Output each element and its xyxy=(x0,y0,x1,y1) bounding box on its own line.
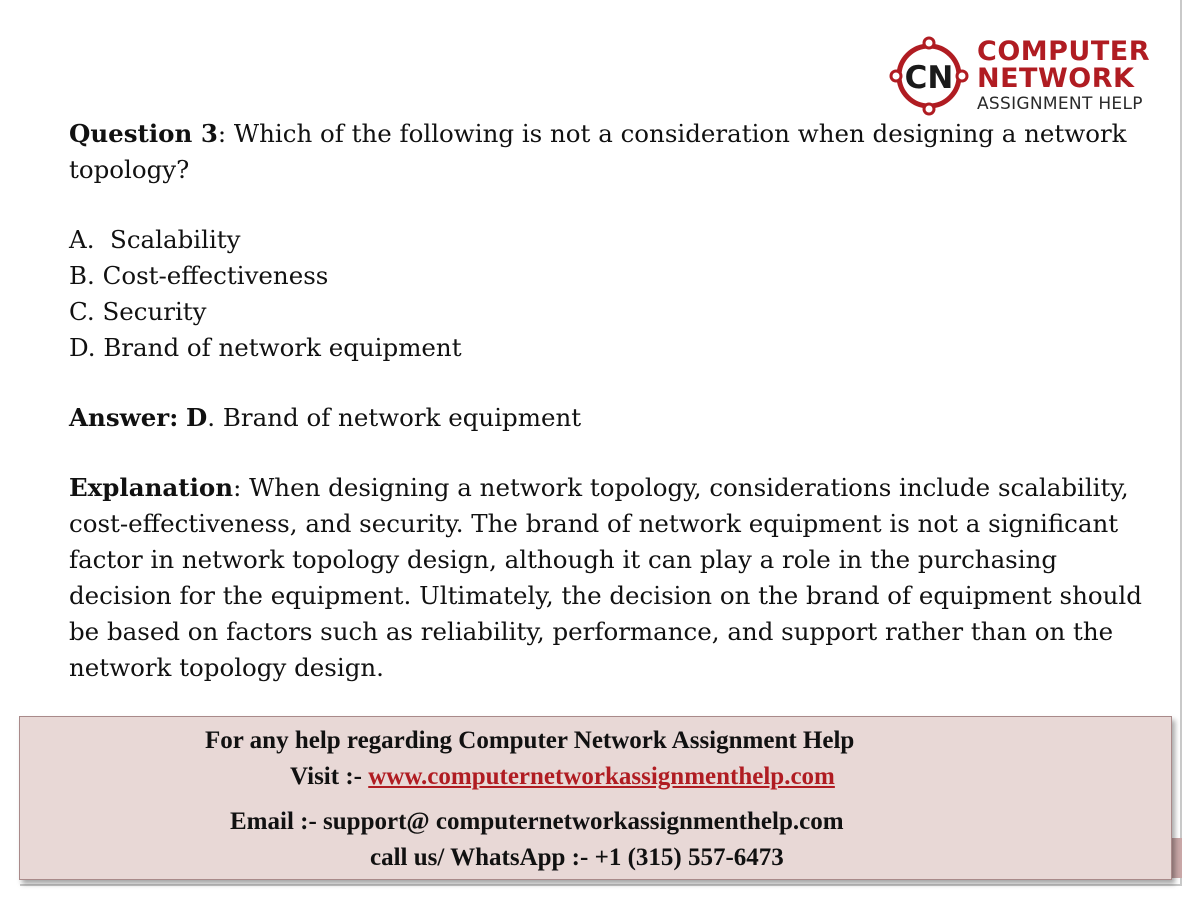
visit-line xyxy=(290,763,835,791)
option-b: B. Cost-effectiveness xyxy=(69,261,329,290)
help-heading: For any help regarding Computer Network Assignment Help xyxy=(205,727,855,754)
question-text: : Which of the following is not a consideration when designing a network topology? xyxy=(69,119,1127,184)
visit-label: Visit :- xyxy=(290,763,369,790)
explanation xyxy=(69,470,1149,686)
answer-label: Answer: xyxy=(69,403,179,432)
question xyxy=(69,116,1149,188)
answer xyxy=(69,400,1149,436)
option-d: D. Brand of network equipment xyxy=(69,333,462,362)
logo-line-assignment-help: ASSIGNMENT HELP xyxy=(977,94,1143,114)
contact-help-box xyxy=(19,716,1172,880)
logo-line-network: NETWORK xyxy=(977,63,1135,94)
option-a: A. Scalability xyxy=(69,225,241,254)
explanation-text: : When designing a network topology, considerations include scalability, cost-effectiveness, and security. The brand of network equipment is not a significant factor in network topology design, although it can play a role in the purchasing decision for the equipment. Ultimately, the decision on the brand of equipment should be based on factors such as reliability, performance, and support rather than on the network topology design. xyxy=(69,473,1142,682)
question-label: Question 3 xyxy=(69,119,218,148)
option-c: C. Security xyxy=(69,297,207,326)
answer-text: . Brand of network equipment xyxy=(207,403,582,432)
explanation-label: Explanation xyxy=(69,473,234,502)
website-link[interactable]: www.computernetworkassignmenthelp.com xyxy=(368,763,835,790)
answer-options xyxy=(69,222,1149,366)
logo-monogram: CN xyxy=(904,60,954,96)
logo-line-computer: COMPUTER xyxy=(977,36,1151,67)
email-line: Email :- support@ computernetworkassignmenthelp.com xyxy=(230,808,844,835)
quiz-content xyxy=(69,116,1149,686)
phone-line: call us/ WhatsApp :- +1 (315) 557-6473 xyxy=(370,844,784,871)
network-logo-icon xyxy=(885,34,973,118)
brand-logo xyxy=(881,28,1172,122)
slide-accent-bar xyxy=(1172,838,1182,878)
answer-letter: D xyxy=(186,403,208,432)
